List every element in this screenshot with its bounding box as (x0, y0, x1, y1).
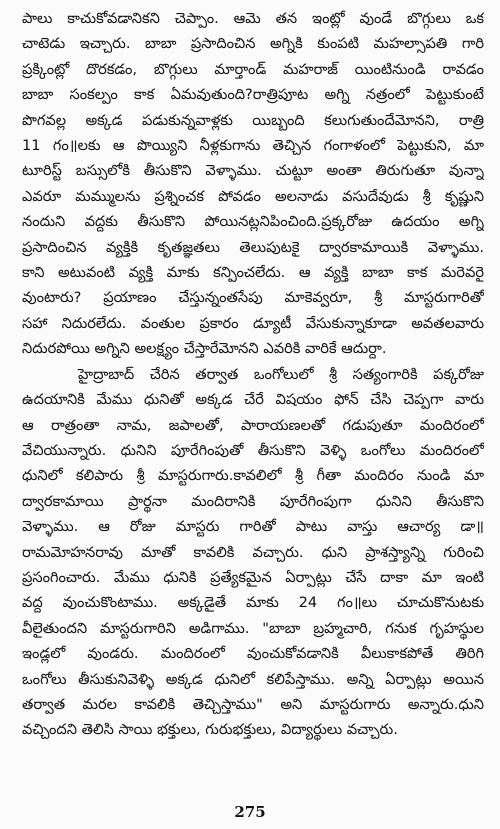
text-line: ప్రక్కింట్లో దొరకడం, బొగ్గులు మార్తాండ్ మహరాజ్ యింటినుండి రావడం (22, 60, 484, 78)
text-line: ప్రసాదించిన వ్యక్తికి కృతజ్ఞతలు తెలుపుటకై ద్వారకామాయికి వెళ్ళాము. (22, 238, 484, 256)
text-line: నిదురపోయి అగ్నిని అలక్ష్యం చేస్తారేమోనని ఎవరికి వారికే ఆదుర్దా. (22, 340, 387, 358)
text-line: ఆ రాత్రంతా నామ, జపాలతో, పారాయణలతో గడుపుతూ మందిరంలో (22, 416, 484, 434)
text-line: 11 గం॥లకు ఆ పొయ్యిని నీళ్లకుగాను తెచ్చిన గంగాళంలో పెట్టుకుని, మా (22, 137, 484, 155)
text-line: చాటెడు ఇచ్చారు. బాబా ప్రసాదించిన అగ్నికి కుంపటి మహల్సాపతి గారి (22, 35, 484, 53)
page-body-text (22, 6, 484, 743)
text-line: ఒంగోలు తీసుకునివెళ్ళి అక్కడ ధునిలో కలిపేస్తాము. అన్ని ఏర్పాట్లు అయిన (22, 670, 484, 688)
text-line: వుంటారు? ప్రయాణం చేస్తున్నంతసేపు మాకెవ్వరూ, శ్రీ మాస్టరుగారితో (22, 289, 484, 307)
text-line: పాలు కాచుకోవడానికని చెప్పాం. ఆమె తన ఇంట్లో వుండే బొగ్గులు ఒక (22, 10, 484, 27)
text-line: రామమోహనరావు మాతో కావలికి వచ్చారు. ధుని ప్రాశస్త్యాన్ని గురించి (22, 543, 484, 561)
text-line: ప్రసంగించారు. మేము ధునికి ప్రత్యేకమైన ఏర్పాట్లు చేసే దాకా మా ఇంటి (22, 568, 484, 586)
text-line: కాని అటువంటి వ్యక్తి మాకు కన్పించలేదు. ఆ వ్యక్తి బాబా కాక మరెవరై (22, 264, 484, 282)
paragraph (22, 6, 484, 362)
page-number: 275 (234, 803, 266, 821)
text-line: సహా నిదురలేదు. వంతుల ప్రకారం డ్యూటీ వేసుకున్నాకూడా అవతలవారు (22, 314, 484, 332)
text-line: ఇండ్లలో వుండరు. మందిరంలో వుంచుకోవడానికి వీలుకాకపోతే తిరిగి (22, 645, 484, 663)
paragraph (22, 362, 484, 743)
text-line: ఎవరూ మమ్ములను ప్రశ్నించక పోవడం అలనాడు వసుదేవుడు శ్రీ కృష్ణుని (22, 187, 484, 205)
text-line: హైద్రాబాద్ చేరిన తర్వాత ఒంగోలులో శ్రీ సత్యంగారికి పక్కరోజు (78, 365, 484, 383)
text-line: ద్వారకామాయి ప్రార్థనా మందిరానికి పూరేగింపుగా ధునిని తీసుకొని (22, 492, 484, 510)
text-line: ధునిలో కలిపారు శ్రీ మాస్టరుగారు.కావలిలో శ్రీ గీతా మందిరం నుండి మా (22, 467, 484, 485)
text-line: పొగవల్ల అక్కడ పడుకున్నవాళ్లకు యిబ్బంది కలుగుతుందేమోనని, రాత్రి (22, 111, 484, 129)
text-line: వద్ద వుంచుకొంటాము. అక్కడైతే మాకు 24 గం॥లు చూచుకొనుటకు (22, 594, 484, 612)
text-line: వెళ్ళాము. ఆ రోజు మాస్టరు గారితో పాటు వాస్తు ఆచార్య డా॥ (22, 518, 484, 536)
text-line: తర్వాత మరల కావలికి తెచ్చిస్తాము" అని మాస్టరుగారు అన్నారు.ధుని (22, 695, 484, 713)
text-line: వేచియున్నారు. ధునిని పూరేగింపుతో తీసుకొని వెళ్ళి ఒంగోలు మందిరంలో (22, 441, 484, 459)
text-line: వచ్చిందని తెలిసి సాయి భక్తులు, గురుభక్తులు, విద్యార్థులు వచ్చారు. (22, 721, 398, 739)
text-line: ఉదయానికి మేము ధునితో అక్కడ చేరే విషయం ఫోన్ చేసి చెప్పగా వారు (22, 391, 484, 409)
text-line: నందుని వద్దకు తీసుకొని పోయినట్లనిపించింది.ప్రక్కరోజు ఉదయం అగ్ని (22, 213, 484, 231)
text-line: వీలైతుందని మాస్టరుగారిని అడిగాము. "బాబా బ్రహ్మచారి, గనుక గృహస్థుల (22, 619, 484, 637)
text-line: బాబా సంకల్పం కాక ఏమవుతుంది?రాత్రిపూట అగ్ని నత్రంలో పెట్టుకుంటే (22, 86, 484, 104)
text-line: టూరిస్ట్ బస్సులోకి తీసుకొని వెళ్ళాము. చుట్టూ అంతా తిరుగుతూ వున్నా (22, 162, 484, 180)
